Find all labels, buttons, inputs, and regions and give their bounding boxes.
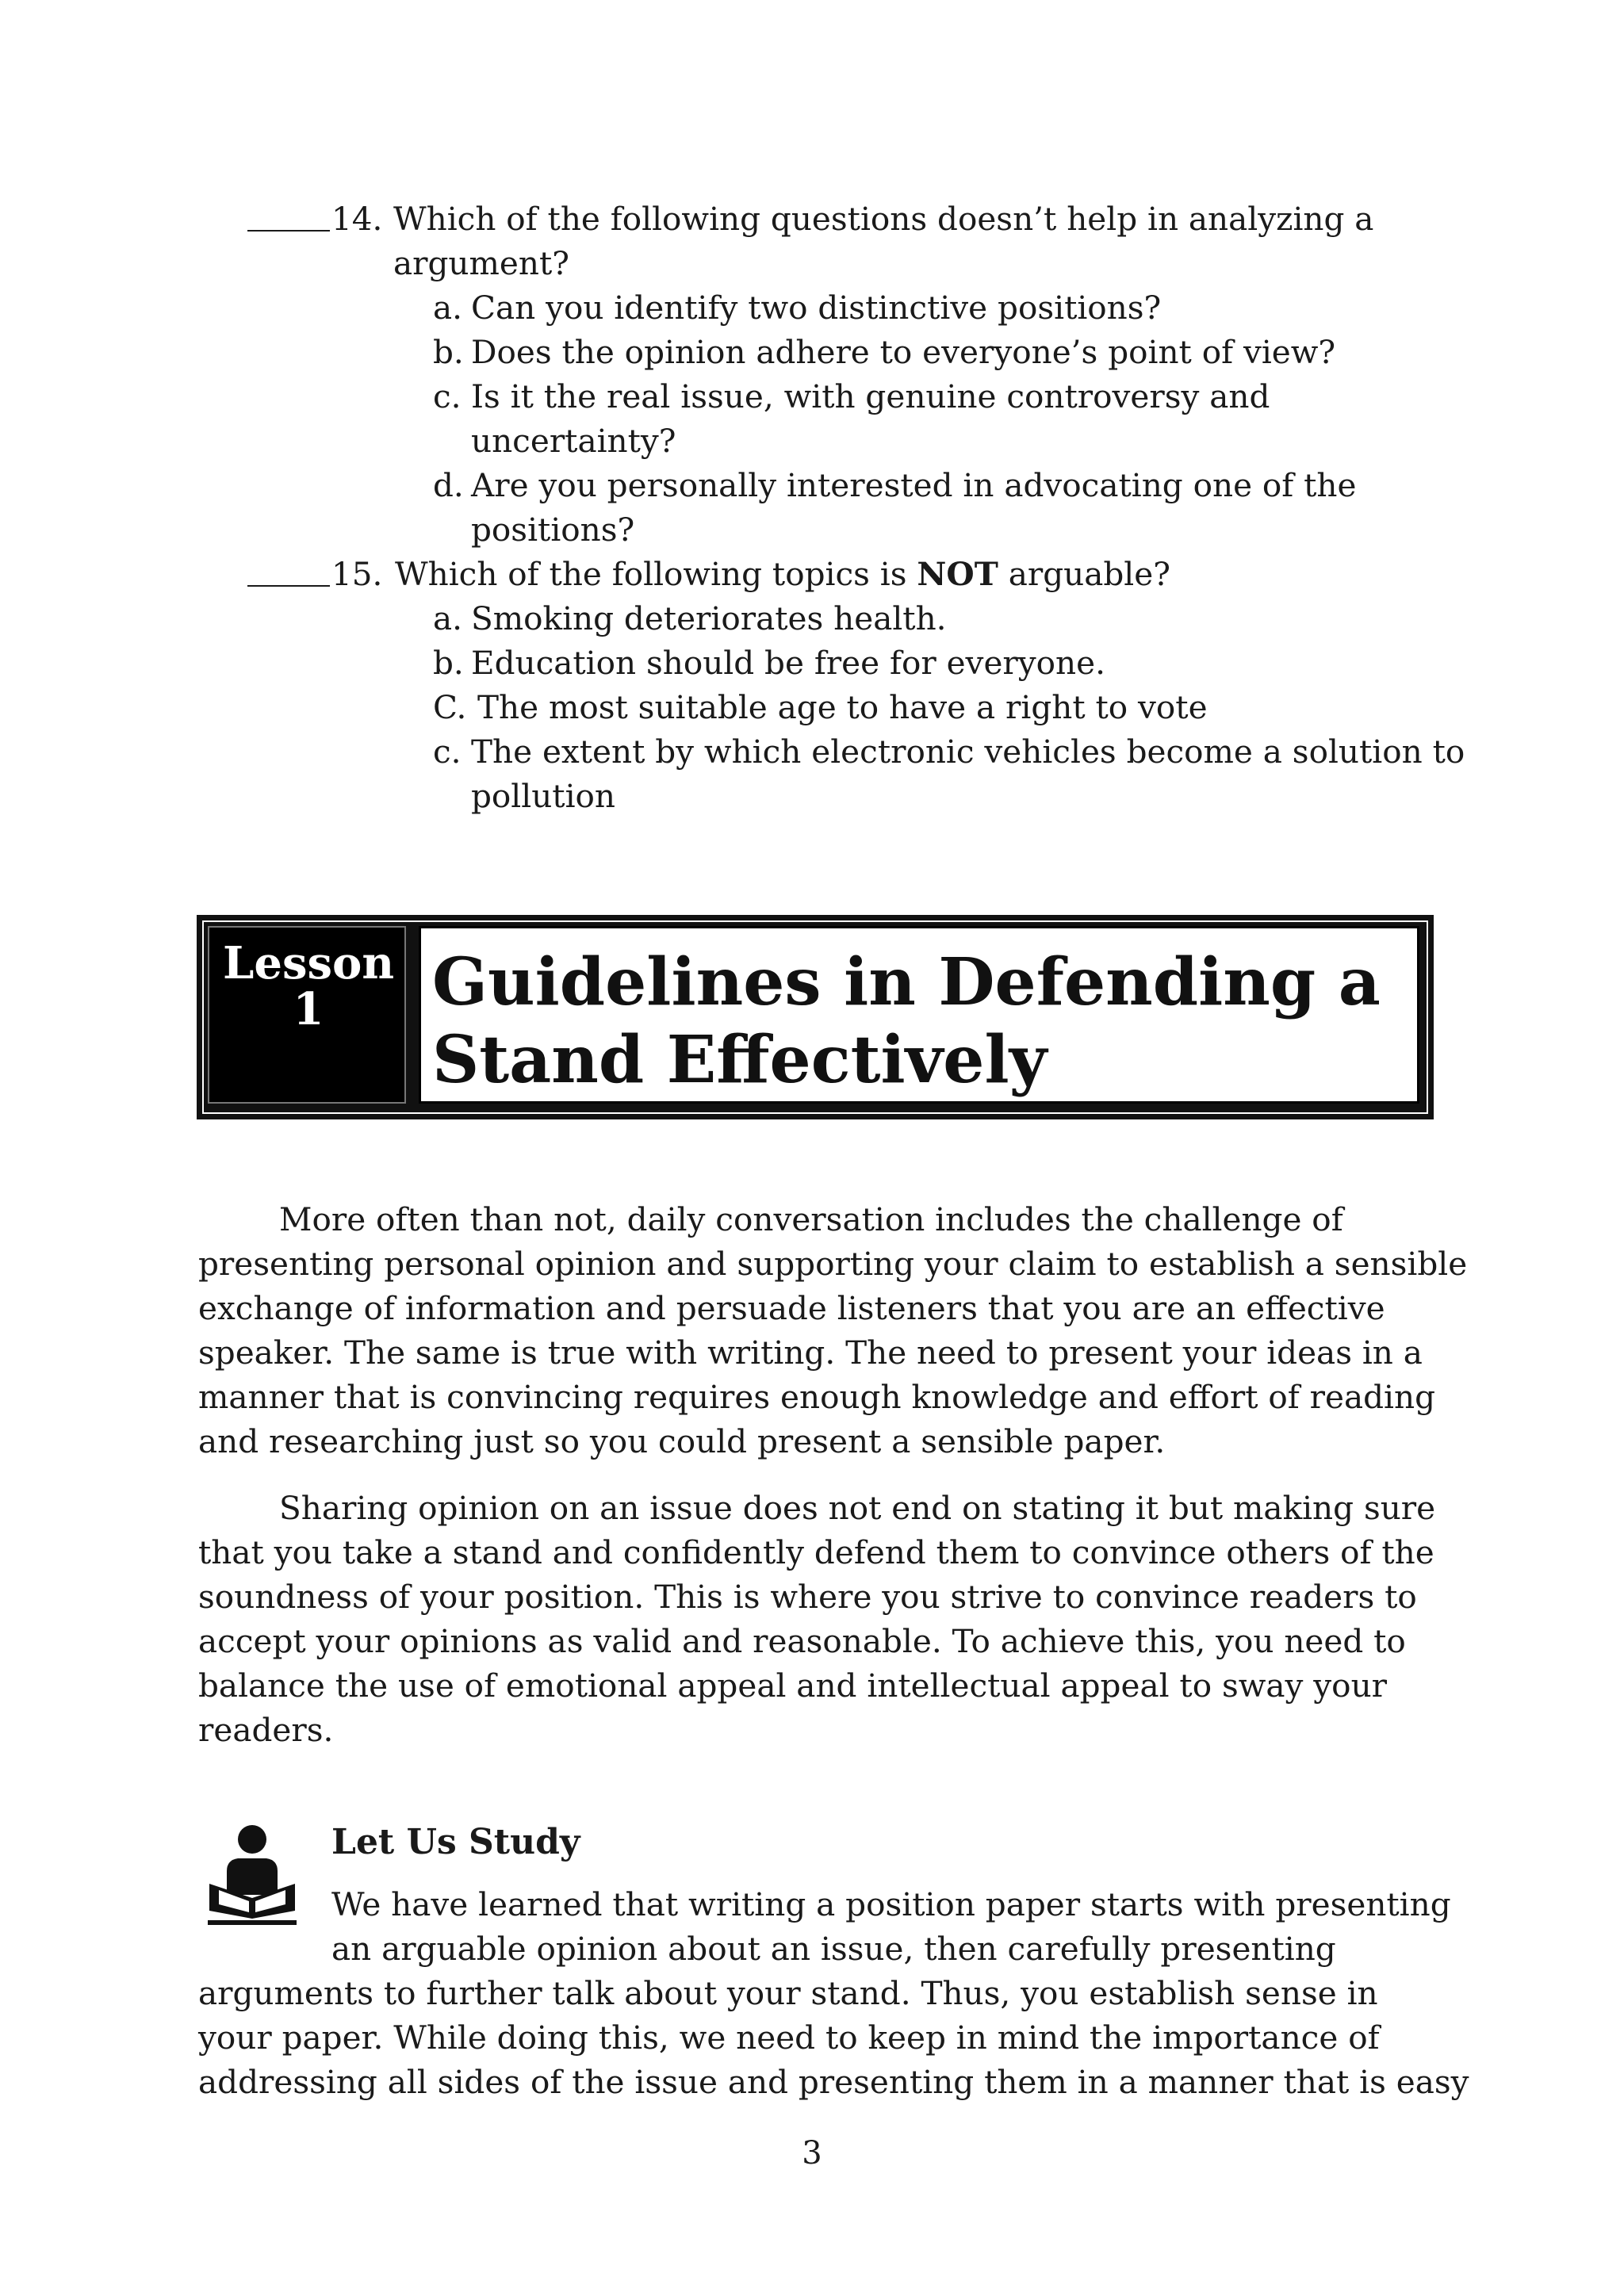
question-14-stem-line1: Which of the following questions doesn’t help in analyzing a (393, 200, 1374, 238)
reading-person-icon (203, 1822, 301, 1927)
study-line: an arguable opinion about an issue, then carefully presenting (331, 1930, 1336, 1968)
paragraph-2-line: accept your opinions as valid and reasonable. To achieve this, you need to (198, 1622, 1406, 1660)
option-text: Education should be free for everyone. (471, 644, 1105, 682)
page-number: 3 (802, 2135, 822, 2172)
paragraph-1-line: and researching just so you could present a sensible paper. (198, 1422, 1166, 1460)
option-letter: a. (433, 289, 463, 327)
paragraph-1-line: speaker. The same is true with writing. The need to present your ideas in a (198, 1334, 1423, 1372)
paragraph-1-line: exchange of information and persuade listeners that you are an effective (198, 1289, 1385, 1327)
option-text: Are you personally interested in advocating one of the (471, 466, 1357, 504)
option-text-continued: positions? (471, 511, 635, 549)
option-letter: b. (433, 333, 464, 371)
study-line: your paper. While doing this, we need to keep in mind the importance of (198, 2019, 1380, 2057)
study-line: arguments to further talk about your stand. Thus, you establish sense in (198, 1974, 1378, 2012)
lesson-title-line2: Stand Effectively (432, 1022, 1048, 1098)
paragraph-2-line: Sharing opinion on an issue does not end on stating it but making sure (279, 1489, 1436, 1527)
option-text: Smoking deteriorates health. (471, 599, 947, 637)
question-14-stem-line2: argument? (393, 244, 569, 282)
paragraph-2-line: readers. (198, 1711, 334, 1749)
lesson-title-box (419, 926, 1419, 1104)
option-letter: b. (433, 644, 464, 682)
option-letter: c. (433, 733, 462, 771)
lesson-banner (197, 915, 1434, 1119)
lesson-number-box (208, 926, 406, 1104)
option-text: Does the opinion adhere to everyone’s point of view? (471, 333, 1336, 371)
option-text-continued: pollution (471, 777, 615, 815)
paragraph-2-line: balance the use of emotional appeal and intellectual appeal to sway your (198, 1667, 1388, 1705)
option-text-continued: uncertainty? (471, 422, 676, 460)
option-text: The extent by which electronic vehicles become a solution to (471, 733, 1465, 771)
study-line: We have learned that writing a position paper starts with presenting (331, 1885, 1451, 1923)
answer-blank-14[interactable] (247, 230, 330, 232)
option-letter: d. (433, 466, 464, 504)
paragraph-2-line: that you take a stand and confidently defend them to convince others of the (198, 1533, 1434, 1571)
lesson-label: Lesson (222, 937, 395, 989)
option-text: Can you identify two distinctive positions? (471, 289, 1162, 327)
paragraph-1-line: presenting personal opinion and supporting your claim to establish a sensible (198, 1245, 1468, 1283)
option-letter: c. (433, 377, 462, 415)
option-letter: a. (433, 599, 463, 637)
option-letter: C. (433, 688, 467, 726)
option-text: The most suitable age to have a right to vote (477, 688, 1208, 726)
lesson-number: 1 (293, 983, 324, 1035)
answer-blank-15[interactable] (247, 585, 330, 587)
option-text: Is it the real issue, with genuine controversy and (471, 377, 1270, 415)
question-15-stem (395, 552, 1170, 596)
question-15-stem-before: Which of the following topics is (395, 555, 917, 593)
question-15-stem-after: arguable? (998, 555, 1170, 593)
lesson-title-line1: Guidelines in Defending a (432, 944, 1381, 1020)
question-number-14: 14. (331, 200, 383, 238)
question-number-15: 15. (331, 555, 383, 593)
paragraph-1-line: manner that is convincing requires enough knowledge and effort of reading (198, 1378, 1436, 1416)
study-line: addressing all sides of the issue and presenting them in a manner that is easy (198, 2063, 1469, 2101)
study-heading: Let Us Study (331, 1822, 580, 1862)
paragraph-1-line: More often than not, daily conversation includes the challenge of (279, 1200, 1343, 1238)
question-15-stem-bold: NOT (917, 555, 998, 593)
paragraph-2-line: soundness of your position. This is where you strive to convince readers to (198, 1578, 1417, 1616)
